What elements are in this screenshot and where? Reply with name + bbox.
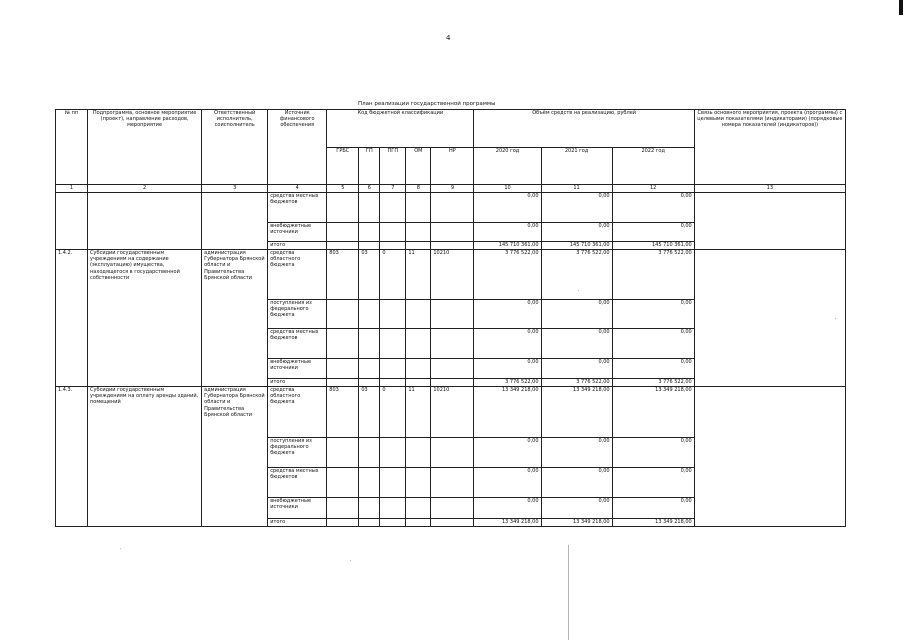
item-executor: администрация Губернатора Брянской области и Правительства Брянской области [202,387,268,527]
value-2020: 0,00 [474,193,541,223]
value-2022: 0,00 [612,223,694,242]
code-nr: 10210 [431,387,474,438]
code-pgp: 0 [380,387,406,438]
item-number: 1.4.2. [56,250,88,387]
header-program: Подпрограмма, основное мероприятие (проект), направление расходов, мероприятие [88,110,202,185]
value-2021: 13 349 218,00 [541,387,612,438]
item-number: 1.4.3. [56,387,88,527]
value-2020: 13 349 218,00 [474,519,541,527]
program-plan-table [55,109,846,527]
header-grbs: ГРБС [327,148,359,185]
column-number: 11 [541,185,612,193]
value-2020: 0,00 [474,438,541,468]
column-number: 6 [359,185,380,193]
header-om: ОМ [406,148,431,185]
value-2020: 0,00 [474,329,541,359]
code-nr: 10210 [431,250,474,300]
header-volume: Объём средств на реализацию, рублей [474,110,694,148]
source-cell: поступления из федерального бюджета [268,438,327,468]
header-2020: 2020 год [474,148,541,185]
value-2022: 3 776 522,00 [612,250,694,300]
link-cell [694,250,845,387]
value-2020: 0,00 [474,359,541,379]
item-executor: администрация Губернатора Брянской области и Правительства Брянской области [202,250,268,387]
code-grbs: 803 [327,387,359,438]
header-executor: Ответственный исполнитель, соисполнитель [202,110,268,185]
source-cell: итого [268,379,327,387]
column-number: 7 [380,185,406,193]
source-cell: средства областного бюджета [268,387,327,438]
scan-fold-line [568,545,569,640]
header-link: Связь основного мероприятия, проекта (программы) с целевыми показателями (индикаторами) (порядковые номера показателей (индикаторов)) [694,110,845,185]
empty-cell [56,193,88,250]
empty-cell [202,193,268,250]
scan-speck [578,290,579,291]
value-2022: 0,00 [612,438,694,468]
value-2021: 0,00 [541,300,612,329]
source-cell: внебюджетные источники [268,498,327,519]
table-row [56,250,846,300]
value-2021: 3 776 522,00 [541,379,612,387]
item-name: Субсидии государственным учреждениям на содержание (эксплуатацию) имущества, находящегося в государственной собственности [88,250,202,387]
scan-edge-mark [899,0,903,15]
value-2021: 0,00 [541,223,612,242]
source-cell: внебюджетные источники [268,223,327,242]
code-pgp: 0 [380,250,406,300]
table-row [56,387,846,438]
header-2022: 2022 год [612,148,694,185]
code-grbs: 803 [327,250,359,300]
item-name: Субсидии государственным учреждениям на оплату аренды зданий, помещений [88,387,202,527]
column-number: 5 [327,185,359,193]
header-source: Источник финансового обеспечения [268,110,327,185]
link-cell [694,387,845,527]
column-number: 4 [268,185,327,193]
source-cell: средства местных бюджетов [268,329,327,359]
column-number: 2 [88,185,202,193]
page-number: 4 [446,34,451,42]
value-2020: 3 776 522,00 [474,379,541,387]
empty-cell [88,193,202,250]
value-2021: 145 710 361,00 [541,242,612,250]
source-cell: итого [268,242,327,250]
column-number: 8 [406,185,431,193]
value-2020: 0,00 [474,223,541,242]
source-cell: средства областного бюджета [268,250,327,300]
value-2021: 0,00 [541,498,612,519]
table-title: План реализации государственной программы [358,101,496,107]
value-2021: 0,00 [541,359,612,379]
column-number: 3 [202,185,268,193]
source-cell: итого [268,519,327,527]
source-cell: средства местных бюджетов [268,193,327,223]
scan-speck [350,560,351,561]
link-cell [694,193,845,250]
column-number-row [56,185,846,193]
header-2021: 2021 год [541,148,612,185]
source-cell: внебюджетные источники [268,359,327,379]
value-2022: 3 776 522,00 [612,379,694,387]
source-cell: средства местных бюджетов [268,468,327,498]
value-2022: 0,00 [612,193,694,223]
value-2021: 0,00 [541,193,612,223]
column-number: 13 [694,185,845,193]
value-2022: 145 710 361,00 [612,242,694,250]
scan-speck [835,318,836,319]
scan-speck [120,548,121,549]
value-2022: 0,00 [612,359,694,379]
value-2021: 3 776 522,00 [541,250,612,300]
value-2020: 0,00 [474,300,541,329]
value-2020: 0,00 [474,468,541,498]
value-2022: 13 349 218,00 [612,519,694,527]
source-cell: поступления из федерального бюджета [268,300,327,329]
header-pgp: ПГП [380,148,406,185]
value-2022: 0,00 [612,498,694,519]
column-number: 1 [56,185,88,193]
column-number: 10 [474,185,541,193]
code-om: 11 [406,250,431,300]
column-number: 9 [431,185,474,193]
value-2022: 0,00 [612,329,694,359]
value-2021: 0,00 [541,468,612,498]
header-gp: ГП [359,148,380,185]
value-2021: 0,00 [541,329,612,359]
value-2021: 0,00 [541,438,612,468]
value-2020: 13 349 218,00 [474,387,541,438]
value-2022: 13 349 218,00 [612,387,694,438]
code-om: 11 [406,387,431,438]
column-number: 12 [612,185,694,193]
code-gp: 03 [359,387,380,438]
code-gp: 03 [359,250,380,300]
header-nr: НР [431,148,474,185]
header-num: № пп [56,110,88,185]
value-2020: 3 776 522,00 [474,250,541,300]
header-budget-code: Код бюджетной классификации [327,110,474,148]
value-2021: 13 349 218,00 [541,519,612,527]
value-2022: 0,00 [612,300,694,329]
value-2020: 0,00 [474,498,541,519]
value-2020: 145 710 361,00 [474,242,541,250]
table-row [56,193,846,223]
value-2022: 0,00 [612,468,694,498]
